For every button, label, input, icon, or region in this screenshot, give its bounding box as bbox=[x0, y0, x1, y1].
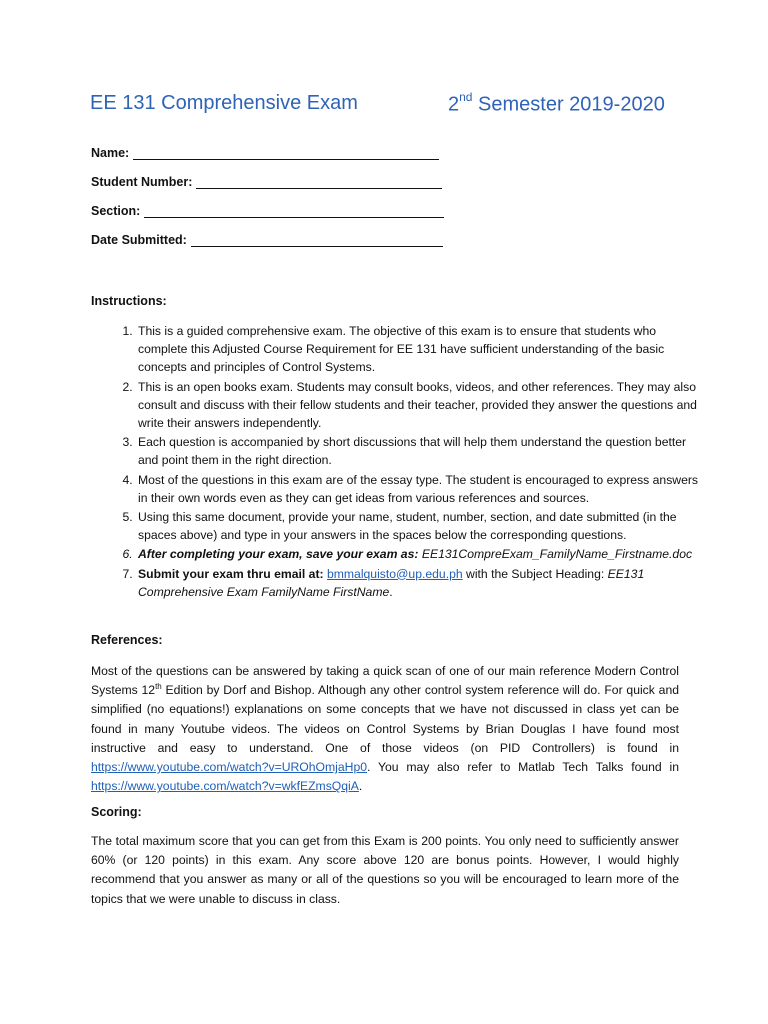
instructions-heading: Instructions: bbox=[91, 294, 167, 308]
date-submitted-field[interactable] bbox=[91, 233, 444, 262]
student-number-blank-line[interactable] bbox=[196, 175, 442, 189]
youtube-link-matlab[interactable]: https://www.youtube.com/watch?v=wkfEZmsQqiA bbox=[91, 779, 359, 794]
name-label: Name: bbox=[91, 146, 130, 160]
name-blank-line[interactable] bbox=[133, 146, 439, 160]
list-item: 7. Submit your exam thru email at: bmmalquisto@up.edu.ph with the Subject Heading: EE131 Comprehensive Exam FamilyName FirstName. bbox=[136, 565, 706, 601]
exam-title: EE 131 Comprehensive Exam bbox=[90, 92, 358, 114]
filename-text: EE131CompreExam_FamilyName_Firstname.doc bbox=[421, 547, 693, 562]
date-submitted-label: Date Submitted: bbox=[91, 233, 187, 247]
semester-label: 2nd Semester 2019-2020 bbox=[448, 90, 665, 116]
section-field[interactable] bbox=[91, 204, 444, 233]
list-item: 1. This is a guided comprehensive exam. The objective of this exam is to ensure that students who complete this Adjusted Course Requirement for EE 131 have sufficient understanding of the basic concepts and principles of Control Systems. bbox=[136, 322, 706, 377]
student-info-fields bbox=[91, 146, 444, 262]
section-blank-line[interactable] bbox=[144, 204, 444, 218]
section-label: Section: bbox=[91, 204, 141, 218]
instructions-list bbox=[110, 322, 706, 602]
list-item: 3. Each question is accompanied by short discussions that will help them understand the question better and point them in the right direction. bbox=[136, 433, 706, 469]
date-submitted-blank-line[interactable] bbox=[191, 233, 443, 247]
student-number-label: Student Number: bbox=[91, 175, 193, 189]
subject-heading-text: EE131 Comprehensive Exam FamilyName FirstName bbox=[138, 566, 645, 599]
email-link[interactable]: bmmalquisto@up.edu.ph bbox=[326, 566, 463, 581]
scoring-paragraph: The total maximum score that you can get from this Exam is 200 points. You only need to sufficiently answer 60% (or 120 points) in this exam. Any score above 120 are bonus points. However, I would highly recommend that you answer as many or all of the questions so you will be encouraged to learn more of the topics that we were unable to discuss in class. bbox=[91, 834, 679, 906]
list-item: 2. This is an open books exam. Students may consult books, videos, and other references. They may also consult and discuss with their fellow students and their teacher, provided they answer the questions and write their answers independently. bbox=[136, 378, 706, 433]
name-field[interactable] bbox=[91, 146, 444, 175]
list-item: 6. After completing your exam, save your exam as: EE131CompreExam_FamilyName_Firstname.doc bbox=[136, 545, 706, 563]
scoring-heading: Scoring: bbox=[91, 805, 142, 819]
list-item: 4. Most of the questions in this exam are of the essay type. The student is encouraged to express answers in their own words even as they can get ideas from various references and sources. bbox=[136, 471, 706, 507]
references-heading: References: bbox=[91, 633, 163, 647]
youtube-link-pid[interactable]: https://www.youtube.com/watch?v=UROhOmjaHp0 bbox=[91, 760, 368, 775]
list-item: 5. Using this same document, provide your name, student, number, section, and date submitted (in the spaces above) and type in your answers in the spaces below the corresponding questions. bbox=[136, 508, 706, 544]
references-paragraph: Most of the questions can be answered by taking a quick scan of one of our main reference Modern Control Systems 12th Edition by Dorf and Bishop. Although any other control system reference will do. For quick and simplified (no equations!) explanations on some concepts that we have not discussed in class yet can be found in many Youtube videos. The videos on Control Systems by Brian Douglas I have found most instructive and easy to understand. One of those videos (on PID Controllers) is found in https://www.youtube.com/watch?v=UROhOmjaHp0. You may also refer to Matlab Tech Talks found in https://www.youtube.com/watch?v=wkfEZmsQqiA. bbox=[91, 664, 679, 794]
student-number-field[interactable] bbox=[91, 175, 444, 204]
